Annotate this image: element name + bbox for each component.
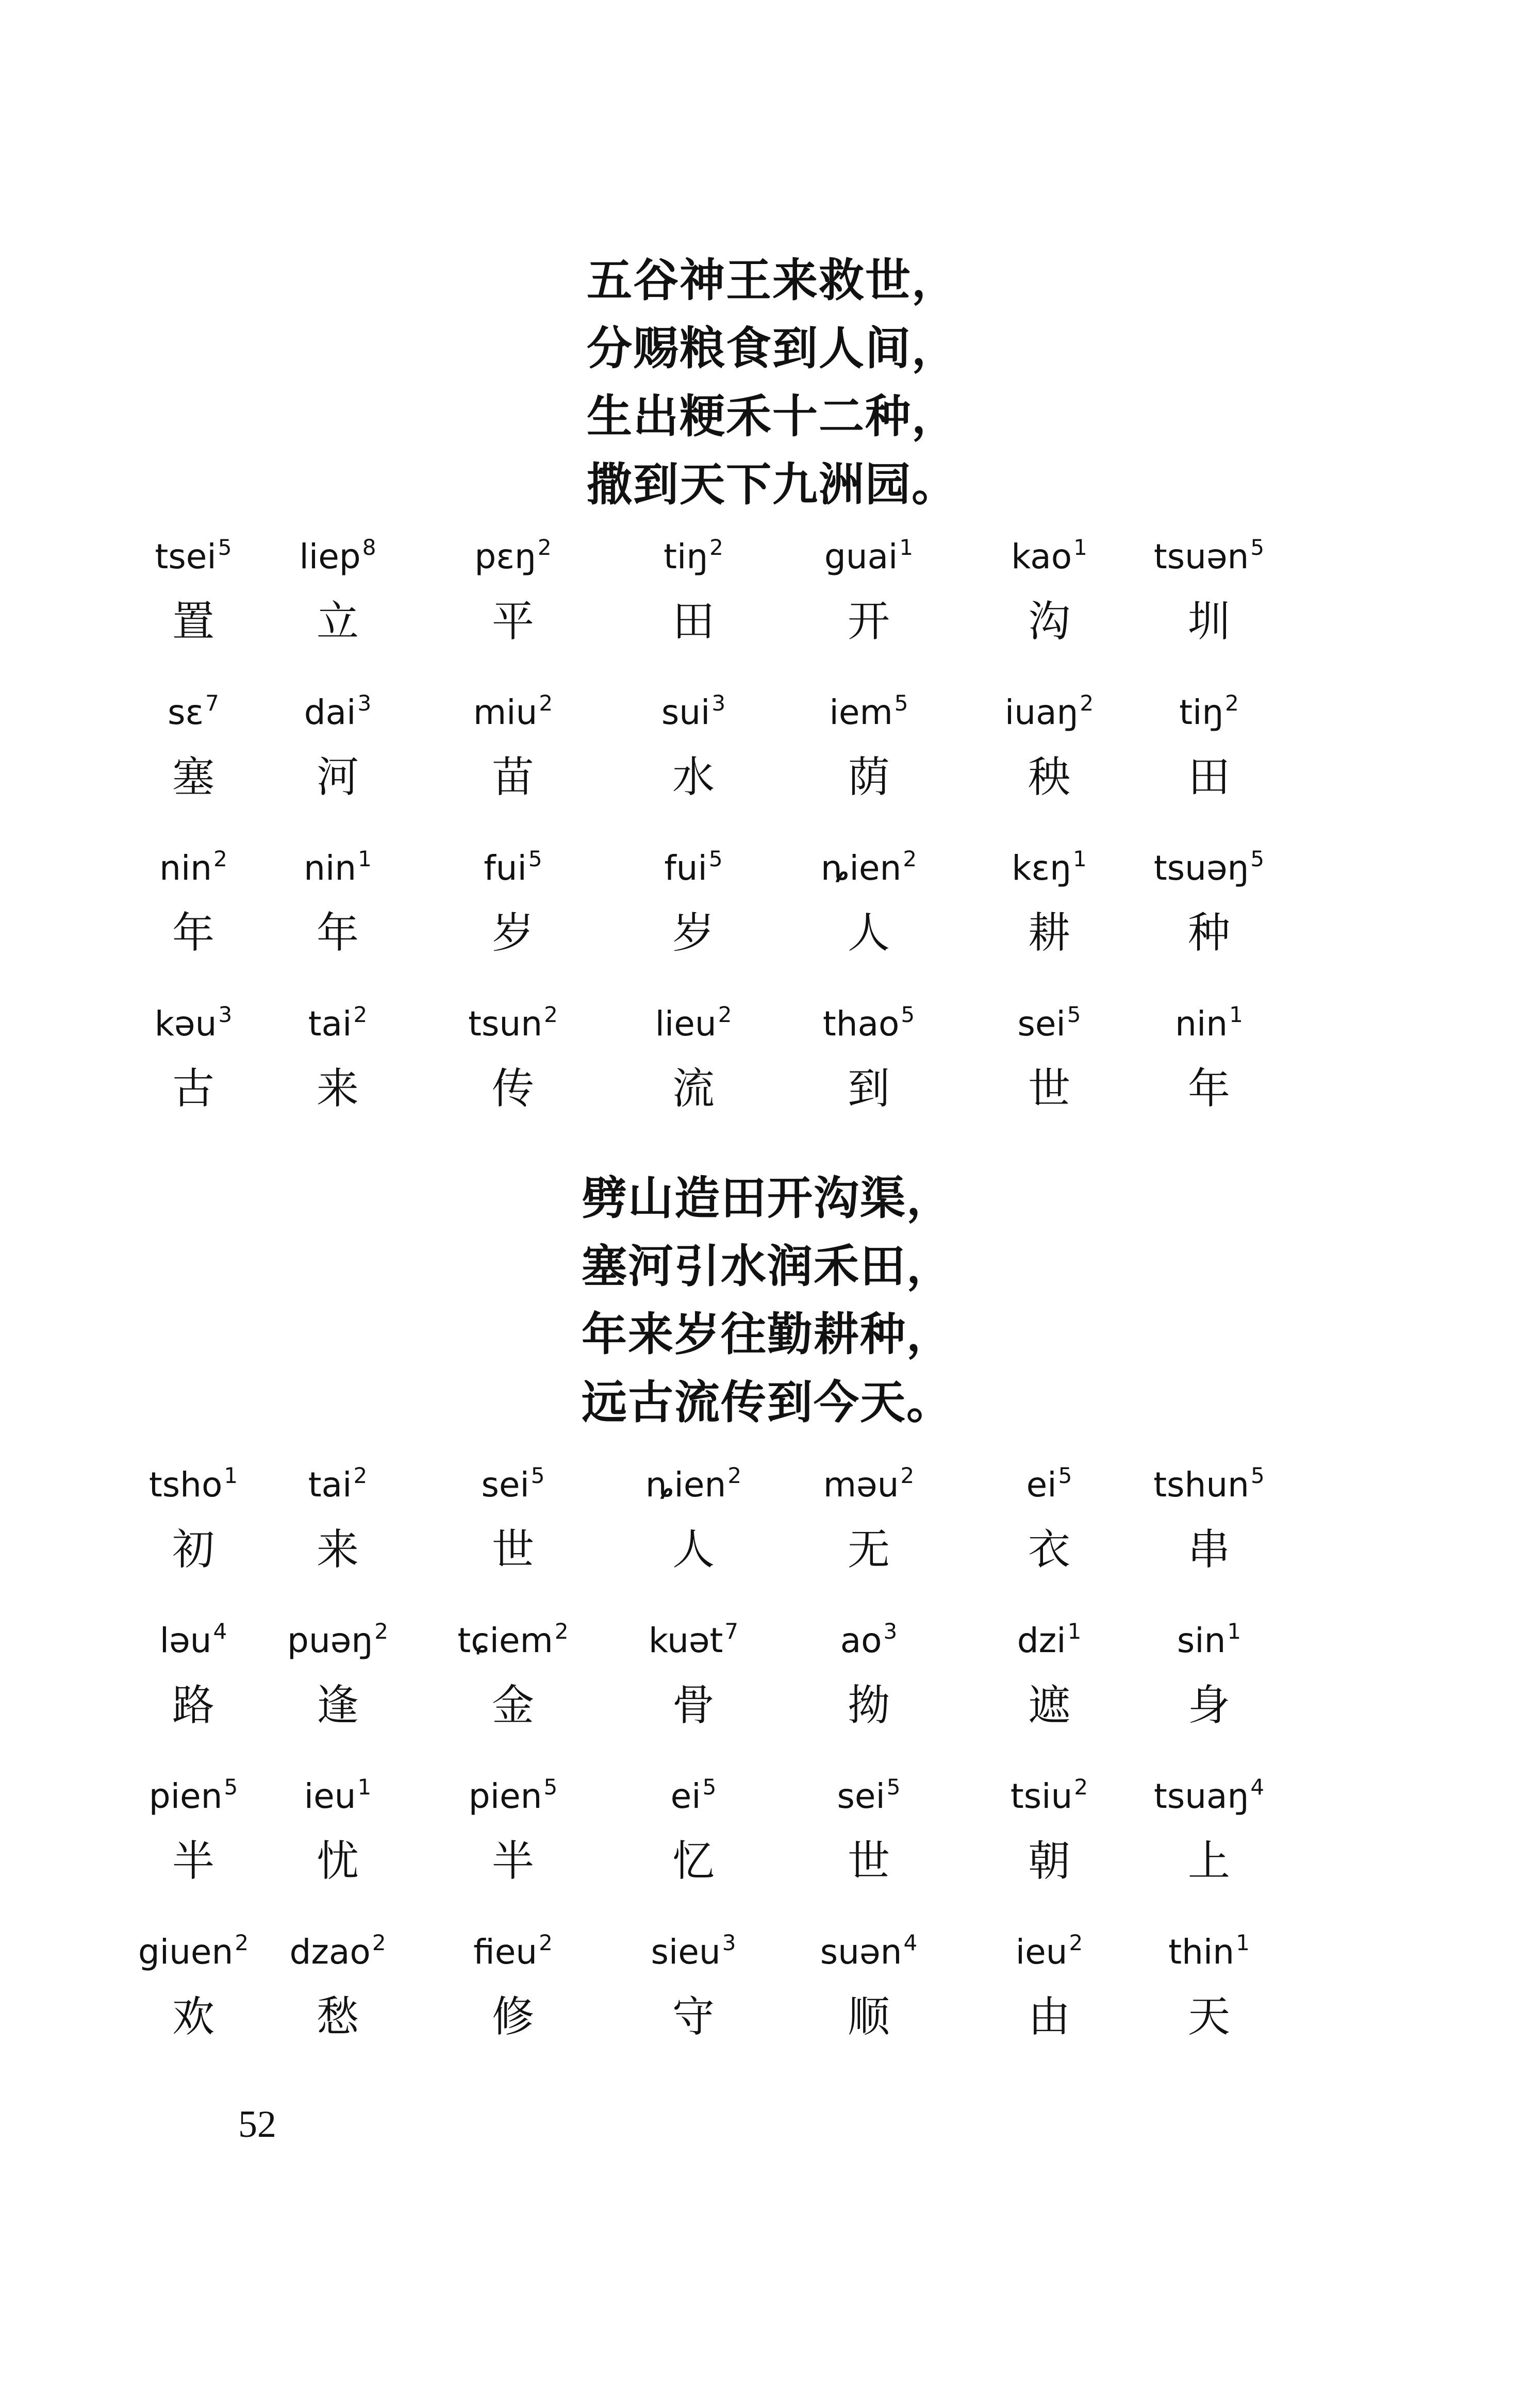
- gloss-cell: [964, 687, 1134, 803]
- gloss-cell: [428, 1926, 598, 2043]
- romanization: sui$^3$: [661, 690, 726, 732]
- character: 人: [672, 1525, 715, 1574]
- character: 身: [1187, 1681, 1230, 1730]
- tone-number: 5: [531, 1463, 545, 1488]
- romanization: tiŋ$^2$: [1179, 690, 1239, 732]
- character: 河: [316, 753, 359, 802]
- character: 来: [316, 1525, 359, 1574]
- romanization: guai$^1$: [824, 535, 914, 576]
- character: 朝: [1028, 1837, 1070, 1886]
- character: 初: [172, 1525, 214, 1574]
- romanization: tshun$^5$: [1153, 1463, 1265, 1505]
- verse-line: 五谷神王来救世，: [587, 254, 958, 307]
- gloss-cell: [784, 687, 954, 803]
- tone-number: 2: [727, 1463, 742, 1488]
- tone-number: 1: [1073, 535, 1087, 560]
- gloss-cell: [253, 531, 423, 648]
- character: 由: [1028, 1992, 1070, 2041]
- romanization: ȵien$^2$: [820, 846, 917, 888]
- tone-number: 3: [218, 1002, 233, 1027]
- gloss-cell: [1124, 998, 1294, 1115]
- character: 世: [1028, 1064, 1070, 1113]
- gloss-row: [159, 1615, 1346, 1770]
- tone-number: 5: [543, 1774, 558, 1800]
- character: 路: [172, 1681, 214, 1730]
- tone-number: 1: [1229, 1002, 1243, 1027]
- gloss-cell: [608, 1615, 779, 1732]
- romanization: pien$^5$: [468, 1774, 558, 1816]
- tone-number: 1: [357, 1774, 372, 1800]
- romanization: sieu$^3$: [651, 1930, 736, 1972]
- gloss-cell: [428, 1771, 598, 1887]
- character: 忧: [316, 1837, 359, 1886]
- character: 世: [491, 1525, 534, 1574]
- romanization: ieu$^1$: [304, 1774, 372, 1816]
- romanization: tsuəŋ$^5$: [1153, 846, 1265, 888]
- character: 塞: [172, 753, 214, 802]
- gloss-cell: [964, 531, 1134, 648]
- character: 人: [847, 909, 890, 958]
- gloss-cell: [784, 531, 954, 648]
- verse-line: 远古流传到今天。: [582, 1376, 953, 1429]
- romanization: ieu$^2$: [1015, 1930, 1083, 1972]
- gloss-row: [159, 843, 1346, 997]
- character: 逢: [316, 1681, 359, 1730]
- romanization: miu$^2$: [473, 690, 553, 732]
- romanization: $ei^5$: [670, 1774, 717, 1816]
- romanization: sei$^5$: [837, 1774, 901, 1816]
- tone-number: 3: [711, 690, 726, 716]
- gloss-row: [168, 687, 1346, 842]
- tone-number: 5: [218, 535, 232, 560]
- gloss-row: [148, 1771, 1346, 1925]
- tone-number: 1: [1073, 846, 1087, 871]
- gloss-cell: [964, 998, 1134, 1115]
- gloss-row: [148, 1459, 1346, 1614]
- gloss-cell: [1124, 1459, 1294, 1576]
- character: 遮: [1028, 1681, 1070, 1730]
- tone-number: 5: [708, 846, 723, 871]
- romanization: suən$^4$: [820, 1930, 918, 1972]
- character: 秧: [1028, 753, 1070, 802]
- tone-number: 5: [886, 1774, 901, 1800]
- romanization: nin$^1$: [304, 846, 372, 888]
- character: 上: [1187, 1837, 1230, 1886]
- character: 顺: [847, 1992, 890, 2041]
- character: 无: [847, 1525, 890, 1574]
- gloss-cell: [964, 1459, 1134, 1576]
- romanization: $ao^3$: [840, 1619, 898, 1660]
- romanization: iuaŋ$^2$: [1004, 690, 1094, 732]
- romanization: dzao$^2$: [289, 1930, 386, 1972]
- tone-number: 2: [1080, 690, 1094, 716]
- gloss-cell: [1124, 1926, 1294, 2043]
- romanization: iem$^5$: [829, 690, 908, 732]
- gloss-cell: [608, 1926, 779, 2043]
- character: 沟: [1028, 597, 1070, 646]
- character: 水: [672, 753, 715, 802]
- tone-number: 5: [894, 690, 908, 716]
- romanization: sɛ$^7$: [168, 690, 219, 732]
- gloss-cell: [964, 1615, 1134, 1732]
- gloss-cell: [964, 1771, 1134, 1887]
- romanization: tsiu$^2$: [1010, 1774, 1088, 1816]
- tone-number: 2: [1074, 1774, 1088, 1800]
- character: 半: [172, 1837, 214, 1886]
- character: 年: [1187, 1064, 1230, 1113]
- tone-number: 5: [1067, 1002, 1081, 1027]
- character: 忆: [672, 1837, 715, 1886]
- character: 守: [672, 1992, 715, 2041]
- tone-number: 2: [718, 1002, 732, 1027]
- tone-number: 5: [1250, 535, 1265, 560]
- gloss-cell: [608, 1459, 779, 1576]
- tone-number: 1: [899, 535, 914, 560]
- tone-number: 1: [358, 846, 372, 871]
- gloss-cell: [784, 1615, 954, 1732]
- character: 耕: [1028, 909, 1070, 958]
- gloss-cell: [784, 998, 954, 1115]
- tone-number: 2: [1225, 690, 1239, 716]
- character: 愁: [316, 1992, 359, 2041]
- gloss-cell: [253, 1459, 423, 1576]
- tone-number: 2: [900, 1463, 915, 1488]
- romanization: tsun$^2$: [468, 1002, 558, 1044]
- gloss-cell: [428, 687, 598, 803]
- romanization: tai$^2$: [308, 1463, 368, 1505]
- gloss-cell: [964, 1926, 1134, 2043]
- character: 岁: [491, 909, 534, 958]
- tone-number: 2: [1069, 1930, 1083, 1955]
- tone-number: 7: [205, 690, 219, 716]
- romanization: fieu$^2$: [473, 1930, 553, 1972]
- character: 天: [1187, 1992, 1230, 2041]
- character: 传: [491, 1064, 534, 1113]
- gloss-cell: [784, 1459, 954, 1576]
- verse-stanza-2: [582, 1164, 953, 1437]
- romanization: dzi$^1$: [1017, 1619, 1082, 1660]
- verse-stanza-1: [587, 246, 958, 519]
- romanization: kɛŋ$^1$: [1012, 846, 1087, 888]
- romanization: ləu$^4$: [159, 1619, 227, 1660]
- romanization: tsho$^1$: [148, 1463, 238, 1505]
- romanization: məu$^2$: [823, 1463, 915, 1505]
- tone-number: 2: [372, 1930, 386, 1955]
- romanization: kəu$^3$: [154, 1002, 233, 1044]
- character: 田: [1187, 753, 1230, 802]
- romanization: tsei$^5$: [155, 535, 232, 576]
- romanization: ȵien$^2$: [645, 1463, 742, 1505]
- character: 置: [172, 597, 214, 646]
- gloss-cell: [253, 1771, 423, 1887]
- romanization: lieu$^2$: [655, 1002, 732, 1044]
- tone-number: 2: [235, 1930, 249, 1955]
- romanization: tsuən$^5$: [1153, 535, 1265, 576]
- romanization: sei$^5$: [1017, 1002, 1081, 1044]
- tone-number: 5: [528, 846, 542, 871]
- gloss-cell: [784, 843, 954, 959]
- tone-number: 4: [903, 1930, 918, 1955]
- gloss-cell: [784, 1771, 954, 1887]
- romanization: thin$^1$: [1168, 1930, 1250, 1972]
- gloss-cell: [253, 843, 423, 959]
- page-number: 52: [238, 2103, 276, 2146]
- romanization: $\sin^1$: [1177, 1619, 1241, 1660]
- romanization: nin$^2$: [159, 846, 227, 888]
- gloss-row: [138, 1926, 1346, 2081]
- tone-number: 2: [554, 1619, 569, 1644]
- tone-number: 1: [1067, 1619, 1082, 1644]
- tone-number: 2: [903, 846, 917, 871]
- gloss-cell: [1124, 1615, 1294, 1732]
- tone-number: 1: [1227, 1619, 1241, 1644]
- tone-number: 2: [544, 1002, 558, 1027]
- character: 立: [316, 597, 359, 646]
- tone-number: 2: [213, 846, 227, 871]
- tone-number: 2: [709, 535, 723, 560]
- tone-number: 3: [357, 690, 372, 716]
- gloss-cell: [608, 687, 779, 803]
- gloss-cell: [1124, 687, 1294, 803]
- romanization: tsuaŋ$^4$: [1153, 1774, 1265, 1816]
- character: 种: [1187, 909, 1230, 958]
- character: 苗: [491, 753, 534, 802]
- character: 骨: [672, 1681, 715, 1730]
- character: 流: [672, 1064, 715, 1113]
- character: 圳: [1187, 597, 1230, 646]
- character: 年: [316, 909, 359, 958]
- romanization: tiŋ$^2$: [664, 535, 723, 576]
- tone-number: 2: [537, 535, 552, 560]
- tone-number: 7: [724, 1619, 739, 1644]
- gloss-cell: [428, 1459, 598, 1576]
- character: 欢: [172, 1992, 214, 2041]
- verse-line: 撒到天下九洲园。: [587, 458, 958, 511]
- tone-number: 2: [374, 1619, 388, 1644]
- romanization: pɛŋ$^2$: [474, 535, 552, 576]
- verse-line: 塞河引水润禾田，: [582, 1240, 953, 1293]
- tone-number: 2: [353, 1002, 368, 1027]
- tone-number: 4: [213, 1619, 227, 1644]
- gloss-cell: [608, 1771, 779, 1887]
- romanization: liep$^8$: [299, 535, 376, 576]
- character: 拗: [847, 1681, 890, 1730]
- character: 荫: [847, 753, 890, 802]
- verse-line: 生出粳禾十二种，: [587, 390, 958, 443]
- tone-number: 5: [702, 1774, 717, 1800]
- gloss-cell: [428, 843, 598, 959]
- gloss-cell: [1124, 531, 1294, 648]
- verse-line: 劈山造田开沟渠，: [582, 1172, 953, 1225]
- character: 衣: [1028, 1525, 1070, 1574]
- gloss-cell: [428, 1615, 598, 1732]
- tone-number: 5: [1250, 846, 1265, 871]
- character: 岁: [672, 909, 715, 958]
- verse-line: 分赐粮食到人间，: [587, 322, 958, 375]
- character: 田: [672, 597, 715, 646]
- tone-number: 2: [539, 1930, 553, 1955]
- gloss-cell: [608, 531, 779, 648]
- gloss-cell: [964, 843, 1134, 959]
- romanization: nin$^1$: [1175, 1002, 1243, 1044]
- romanization: dai$^3$: [304, 690, 372, 732]
- romanization: pien$^5$: [148, 1774, 238, 1816]
- character: 串: [1187, 1525, 1230, 1574]
- gloss-row: [155, 531, 1346, 686]
- gloss-cell: [253, 1615, 423, 1732]
- tone-number: 1: [224, 1463, 238, 1488]
- gloss-cell: [428, 531, 598, 648]
- gloss-cell: [608, 998, 779, 1115]
- gloss-cell: [1124, 843, 1294, 959]
- character: 年: [172, 909, 214, 958]
- romanization: fui$^5$: [664, 846, 723, 888]
- tone-number: 2: [539, 690, 553, 716]
- romanization: sei$^5$: [481, 1463, 545, 1505]
- character: 来: [316, 1064, 359, 1113]
- gloss-cell: [428, 998, 598, 1115]
- romanization: tɕiem$^2$: [457, 1619, 569, 1660]
- tone-number: 5: [224, 1774, 238, 1800]
- character: 古: [172, 1064, 214, 1113]
- romanization: kao$^1$: [1011, 535, 1087, 576]
- tone-number: 4: [1250, 1774, 1265, 1800]
- tone-number: 5: [1251, 1463, 1265, 1488]
- romanization: fui$^5$: [484, 846, 542, 888]
- romanization: puəŋ$^2$: [287, 1619, 388, 1660]
- romanization: tai$^2$: [308, 1002, 368, 1044]
- tone-number: 8: [362, 535, 376, 560]
- character: 平: [491, 597, 534, 646]
- romanization: giuen$^2$: [138, 1930, 249, 1972]
- character: 开: [847, 597, 890, 646]
- tone-number: 5: [901, 1002, 915, 1027]
- gloss-cell: [253, 998, 423, 1115]
- gloss-cell: [253, 687, 423, 803]
- gloss-cell: [1124, 1771, 1294, 1887]
- romanization: $ei^5$: [1026, 1463, 1072, 1505]
- character: 金: [491, 1681, 534, 1730]
- tone-number: 1: [1236, 1930, 1250, 1955]
- tone-number: 2: [353, 1463, 368, 1488]
- verse-line: 年来岁往勤耕种，: [582, 1308, 953, 1361]
- tone-number: 5: [1058, 1463, 1072, 1488]
- character: 修: [491, 1992, 534, 2041]
- romanization: kuət$^7$: [648, 1619, 739, 1660]
- gloss-row: [154, 998, 1346, 1153]
- gloss-cell: [784, 1926, 954, 2043]
- tone-number: 3: [883, 1619, 898, 1644]
- gloss-cell: [608, 843, 779, 959]
- gloss-cell: [253, 1926, 423, 2043]
- character: 到: [847, 1064, 890, 1113]
- character: 世: [847, 1837, 890, 1886]
- tone-number: 3: [722, 1930, 736, 1955]
- character: 半: [491, 1837, 534, 1886]
- romanization: thao$^5$: [822, 1002, 915, 1044]
